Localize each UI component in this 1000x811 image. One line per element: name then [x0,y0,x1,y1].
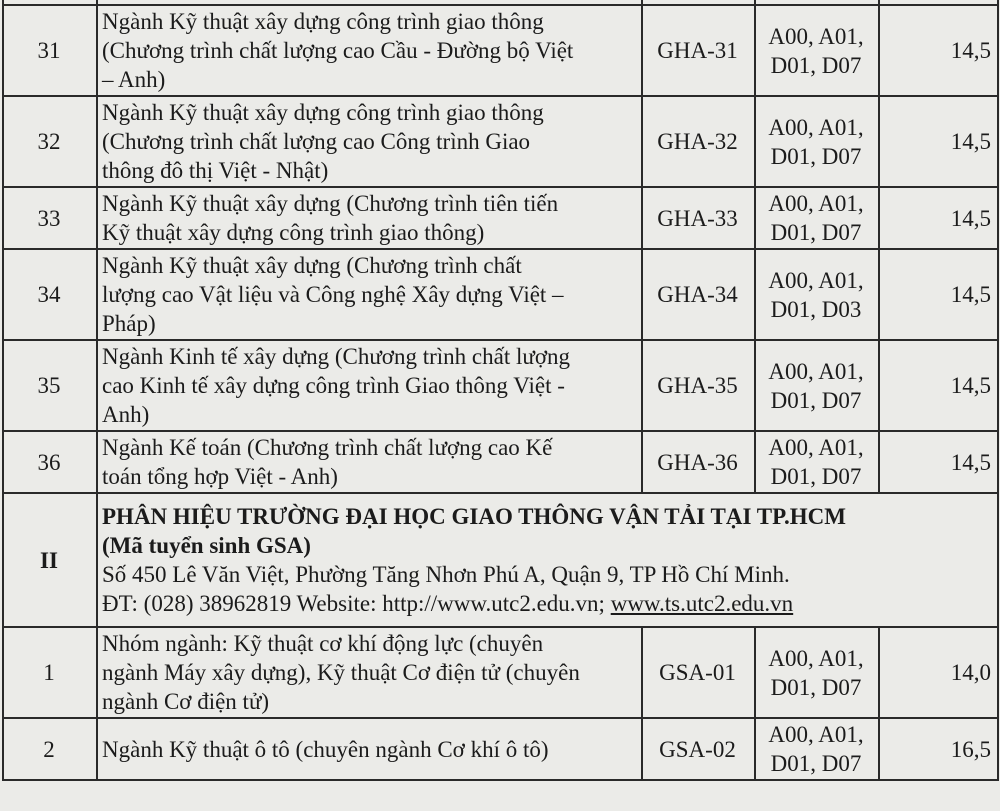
admission-table [2,0,999,781]
combination-line: D01, D07 [770,220,862,245]
subject-combinations [755,627,879,718]
combination-line: A00, A01, [768,645,864,671]
program-name-line: cao Kinh tế xây dựng công trình Giao thông Việt - [102,373,565,398]
combination-line: A00, A01, [768,722,864,747]
program-name-line: Ngành Kỹ thuật xây dựng (Chương trình chất [102,253,522,278]
row-number: 32 [3,96,97,187]
cutoff-score: 14,5 [879,187,998,249]
row-number: 36 [3,431,97,493]
section-address: Số 450 Lê Văn Việt, Phường Tăng Nhơn Phú A, Quận 9, TP Hồ Chí Minh. [102,562,790,587]
cutoff-score: 14,5 [879,340,998,431]
subject-combinations [755,5,879,96]
subject-combinations [755,718,879,780]
cutoff-score: 14,5 [879,431,998,493]
table-row [3,431,998,493]
table-row [3,96,998,187]
program-name-line: Pháp) [102,311,156,336]
program-name [97,96,642,187]
program-name-line: – Anh) [102,67,166,92]
cutoff-score: 14,0 [879,627,998,718]
cutoff-score: 14,5 [879,5,998,96]
row-number: 31 [3,5,97,96]
subject-combinations [755,340,879,431]
cutoff-score: 14,5 [879,96,998,187]
program-code: GHA-33 [642,187,755,249]
table-row [3,340,998,431]
combination-line: D01, D03 [770,296,862,322]
program-code: GSA-02 [642,718,755,780]
row-number: 34 [3,249,97,340]
combination-line: A00, A01, [768,114,864,140]
subject-combinations [755,249,879,340]
combination-line: D01, D07 [770,464,862,489]
section-contact [102,589,991,618]
combination-line: A00, A01, [768,23,864,49]
program-name-line: lượng cao Vật liệu và Công nghệ Xây dựng Việt – [102,282,564,307]
table-row [3,249,998,340]
row-number: 2 [3,718,97,780]
program-code: GSA-01 [642,627,755,718]
cutoff-score: 14,5 [879,249,998,340]
program-code: GHA-34 [642,249,755,340]
program-code: GHA-32 [642,96,755,187]
combination-line: D01, D07 [770,52,862,78]
program-name-line: Nhóm ngành: Kỹ thuật cơ khí động lực (chuyên [102,631,544,656]
combination-line: D01, D07 [770,387,862,413]
section-title: PHÂN HIỆU TRƯỜNG ĐẠI HỌC GIAO THÔNG VẬN TẢI TẠI TP.HCM [102,504,846,529]
program-code: GHA-31 [642,5,755,96]
cutoff-score: 16,5 [879,718,998,780]
program-code: GHA-36 [642,431,755,493]
section-number: II [3,493,97,627]
program-name-line: Anh) [102,402,150,427]
program-name-line: (Chương trình chất lượng cao Cầu - Đường bộ Việt [102,38,574,63]
program-name-line: Ngành Kỹ thuật ô tô (chuyên ngành Cơ khí ô tô) [102,736,549,762]
row-number: 1 [3,627,97,718]
section-contact-text: ĐT: (028) 38962819 Website: http://www.utc2.edu.vn; [102,591,611,616]
table-body-top [3,0,998,493]
combination-line: D01, D07 [770,751,862,776]
program-name-line: (Chương trình chất lượng cao Công trình Giao [102,129,531,154]
row-number: 35 [3,340,97,431]
program-name-line: thông đô thị Việt - Nhật) [102,158,329,183]
program-name-line: Kỹ thuật xây dựng công trình giao thông) [102,220,485,245]
subject-combinations [755,96,879,187]
table-body-bottom [3,627,998,780]
program-code: GHA-35 [642,340,755,431]
table-row [3,187,998,249]
table-row [3,627,998,718]
program-name-line: Ngành Kinh tế xây dựng (Chương trình chất lượng [102,344,570,369]
row-number: 33 [3,187,97,249]
program-name [97,249,642,340]
program-name [97,431,642,493]
section-row [3,493,998,627]
combination-line: A00, A01, [768,358,864,384]
combination-line: D01, D07 [770,143,862,169]
section-code-line: (Mã tuyển sinh GSA) [102,533,311,558]
program-name-line: toán tổng hợp Việt - Anh) [102,464,338,489]
program-name-line: ngành Cơ điện tử) [102,689,270,714]
program-name [97,718,642,780]
subject-combinations [755,187,879,249]
section-info [97,493,998,627]
section-website-link[interactable]: www.ts.utc2.edu.vn [610,591,794,616]
combination-line: A00, A01, [768,267,864,293]
combination-line: A00, A01, [768,191,864,216]
program-name [97,627,642,718]
combination-line: D01, D07 [770,674,862,700]
table-row [3,5,998,96]
program-name-line: Ngành Kỹ thuật xây dựng công trình giao thông [102,100,544,125]
subject-combinations [755,431,879,493]
program-name-line: Ngành Kế toán (Chương trình chất lượng cao Kế [102,435,553,460]
section-header [3,493,998,627]
program-name [97,5,642,96]
table-row [3,718,998,780]
program-name-line: Ngành Kỹ thuật xây dựng (Chương trình tiên tiến [102,191,559,216]
program-name [97,187,642,249]
program-name-line: ngành Máy xây dựng), Kỹ thuật Cơ điện tử (chuyên [102,660,580,685]
program-name-line: Ngành Kỹ thuật xây dựng công trình giao thông [102,9,544,34]
combination-line: A00, A01, [768,435,864,460]
program-name [97,340,642,431]
